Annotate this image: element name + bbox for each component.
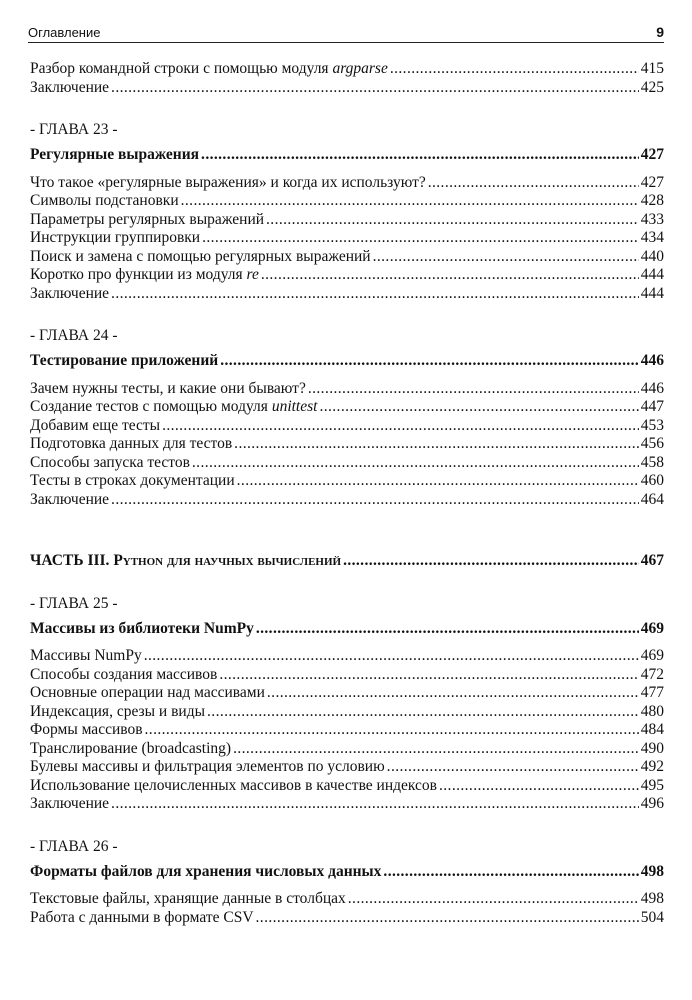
- toc-entry-page: 446: [640, 379, 664, 397]
- toc-entry-title-text: Регулярные выражения: [30, 146, 200, 163]
- dot-leader: [220, 352, 639, 371]
- toc-entry-page: 440: [640, 247, 664, 265]
- toc-entry-title: [30, 909, 255, 928]
- toc-entry-title-text: Инструкции группировки: [30, 229, 201, 246]
- dot-leader: [308, 380, 639, 399]
- toc-entry-title-text: Тесты в строках документации: [30, 472, 235, 489]
- toc-entry: [30, 666, 664, 685]
- toc-entry-page: 504: [640, 908, 664, 926]
- dot-leader: [145, 721, 639, 740]
- toc-entry-title: [30, 666, 218, 685]
- toc-entry-page: 447: [640, 398, 664, 415]
- chapter-label: - ГЛАВА 23 -: [30, 121, 118, 138]
- toc-entry: [30, 266, 664, 285]
- toc-entry-title-text: Способы запуска тестов: [30, 453, 190, 471]
- toc-entry-title: [30, 721, 144, 740]
- toc-entry-title-text: Индексация, срезы и виды: [30, 702, 206, 720]
- toc-entry-title-text: Текстовые файлы, хранящие данные в столбцах: [30, 890, 346, 907]
- dot-leader: [373, 248, 639, 267]
- toc-entry-title: [30, 890, 347, 909]
- toc-entry: [30, 248, 664, 267]
- toc-entry-page: 477: [640, 684, 664, 701]
- dot-leader: [261, 266, 639, 285]
- toc-entry-title-text: Символы подстановки: [30, 192, 179, 209]
- toc-entry: [30, 777, 664, 796]
- toc-entry-page: 446: [640, 352, 664, 369]
- toc-entry-title-italic: unittest: [271, 398, 318, 415]
- toc-entry-title: [30, 758, 386, 777]
- toc-entry-page: 433: [640, 210, 664, 228]
- toc-entry-page: 498: [640, 862, 664, 880]
- toc-entry: [30, 472, 664, 491]
- toc-entry-page: 460: [640, 472, 664, 489]
- toc-entry-title-text: Разбор командной строки с помощью модуля: [30, 60, 333, 77]
- toc-entry-page: 427: [640, 146, 664, 163]
- dot-leader: [111, 285, 639, 304]
- toc-entry-title: [30, 647, 143, 666]
- toc-entry-title-text: Основные операции над массивами: [30, 684, 265, 701]
- chapter-label: - ГЛАВА 25 -: [30, 594, 118, 612]
- toc-entry-page: 444: [640, 284, 664, 302]
- toc-entry-title: [30, 620, 255, 639]
- toc-entry: [30, 79, 664, 98]
- dot-leader: [162, 417, 639, 436]
- toc-entry-title: [30, 472, 236, 491]
- toc-entry-title-text: Заключение: [30, 490, 110, 508]
- dot-leader: [383, 863, 638, 882]
- toc-entry: [30, 703, 664, 722]
- dot-leader: [111, 795, 639, 814]
- toc-entry-title-text: Что такое «регулярные выражения» и когда их используют?: [30, 173, 426, 191]
- toc-entry: [30, 435, 664, 454]
- toc-entry-title-text: Добавим еще тесты: [30, 416, 161, 434]
- toc-entry-title: [30, 435, 233, 454]
- dot-leader: [234, 435, 639, 454]
- toc-entry: [30, 491, 664, 510]
- dot-leader: [207, 703, 639, 722]
- dot-leader: [387, 758, 639, 777]
- table-of-contents: [30, 60, 664, 927]
- toc-entry-page: 469: [640, 619, 664, 637]
- toc-entry-page: 456: [640, 435, 664, 452]
- running-header: [28, 22, 664, 42]
- toc-entry-page: 464: [640, 490, 664, 508]
- dot-leader: [256, 909, 639, 928]
- toc-entry: [30, 795, 664, 814]
- chapter-title: [30, 620, 664, 639]
- dot-leader: [267, 684, 639, 703]
- toc-entry: [30, 211, 664, 230]
- toc-entry-title-text: Форматы файлов для хранения числовых данных: [30, 862, 382, 880]
- toc-entry-title: [30, 174, 427, 193]
- toc-entry-title-text: Способы создания массивов: [30, 665, 218, 683]
- toc-entry-title: [30, 285, 110, 304]
- toc-entry-title: [30, 248, 372, 267]
- header-rule: [28, 42, 664, 43]
- toc-entry-title: [30, 266, 260, 285]
- toc-entry-page: 484: [640, 721, 664, 738]
- dot-leader: [219, 666, 638, 685]
- toc-entry-page: 453: [640, 416, 664, 434]
- running-header-page-number: 9: [656, 24, 664, 40]
- dot-leader: [256, 620, 639, 639]
- toc-entry-title: [30, 703, 206, 722]
- toc-entry-title-text: Заключение: [30, 284, 110, 302]
- toc-entry-page: 415: [640, 60, 664, 77]
- toc-entry-title: [30, 740, 232, 759]
- toc-entry-title: [30, 863, 382, 882]
- toc-entry-title-text: Параметры регулярных выражений: [30, 210, 265, 228]
- toc-entry: [30, 758, 664, 777]
- toc-entry-title: [30, 192, 180, 211]
- toc-entry-title-text: Создание тестов с помощью модуля: [30, 398, 272, 415]
- toc-entry-title-text: Булевы массивы и фильтрация элементов по условию: [30, 758, 385, 775]
- toc-entry-title-text: Заключение: [30, 795, 110, 812]
- toc-entry-title-text: Подготовка данных для тестов: [30, 435, 233, 452]
- dot-leader: [319, 398, 638, 417]
- running-header-title: Оглавление: [28, 24, 101, 40]
- dot-leader: [181, 192, 639, 211]
- toc-entry-page: 427: [640, 173, 664, 191]
- toc-entry-title: [30, 60, 389, 79]
- toc-entry: [30, 740, 664, 759]
- dot-leader: [144, 647, 639, 666]
- chapter-title: [30, 863, 664, 882]
- part-prefix: ЧАСТЬ III.: [30, 552, 114, 569]
- toc-entry-title-text: Тестирование приложений: [30, 352, 219, 369]
- toc-entry-title: [30, 79, 110, 98]
- toc-entry-title-text: Транслирование (broadcasting): [30, 739, 232, 757]
- toc-entry-title-italic: re: [246, 266, 259, 283]
- toc-entry-page: 444: [640, 266, 664, 283]
- toc-entry: [30, 285, 664, 304]
- toc-entry: [30, 60, 664, 79]
- chapter-title: [30, 146, 664, 165]
- toc-entry-page: 490: [640, 739, 664, 757]
- dot-leader: [266, 211, 639, 230]
- toc-entry-page: 428: [640, 192, 664, 209]
- toc-entry-title: [30, 380, 307, 399]
- toc-entry-title: [30, 684, 266, 703]
- dot-leader: [111, 491, 639, 510]
- toc-entry-title-text: Использование целочисленных массивов в качестве индексов: [30, 776, 437, 794]
- dot-leader: [439, 777, 639, 796]
- dot-leader: [111, 79, 639, 98]
- toc-entry-title: [30, 352, 219, 371]
- chapter-label: - ГЛАВА 24 -: [30, 327, 118, 344]
- toc-entry: [30, 454, 664, 473]
- toc-entry-title-text: Коротко про функции из модуля: [30, 266, 247, 283]
- toc-entry: [30, 417, 664, 436]
- toc-entry-page: 458: [640, 453, 664, 471]
- toc-entry-title-text: Массивы из библиотеки NumPy: [30, 619, 254, 637]
- toc-entry-title: [30, 211, 265, 230]
- toc-entry-title: [30, 417, 161, 436]
- dot-leader: [428, 174, 639, 193]
- toc-entry-title-text: Заключение: [30, 78, 110, 96]
- toc-entry-page: 434: [640, 229, 664, 246]
- part-title: [30, 552, 664, 571]
- toc-entry: [30, 229, 664, 248]
- toc-entry-title: [30, 398, 318, 417]
- toc-entry-page: 496: [640, 795, 664, 812]
- dot-leader: [348, 890, 639, 909]
- toc-entry-title-text: Массивы NumPy: [30, 647, 142, 664]
- toc-entry-title: [30, 552, 342, 571]
- chapter-label: - ГЛАВА 26 -: [30, 837, 118, 855]
- toc-entry-title-italic: argparse: [332, 60, 388, 77]
- toc-entry: [30, 684, 664, 703]
- toc-entry: [30, 647, 664, 666]
- dot-leader: [237, 472, 639, 491]
- toc-entry-title: [30, 491, 110, 510]
- dot-leader: [233, 740, 639, 759]
- dot-leader: [343, 552, 639, 571]
- toc-entry: [30, 380, 664, 399]
- toc-entry-page: 492: [640, 758, 664, 775]
- dot-leader: [192, 454, 639, 473]
- toc-entry-title-text: Работа с данными в формате CSV: [30, 908, 254, 926]
- dot-leader: [390, 60, 639, 79]
- toc-entry-title-text: Формы массивов: [30, 721, 143, 738]
- toc-entry: [30, 890, 664, 909]
- toc-entry-page: 480: [640, 702, 664, 720]
- toc-entry-title: [30, 795, 110, 814]
- toc-entry-page: 425: [640, 78, 664, 96]
- toc-entry-title-text: Зачем нужны тесты, и какие они бывают?: [30, 379, 306, 397]
- toc-entry-title: [30, 229, 201, 248]
- toc-entry-page: 469: [640, 647, 664, 664]
- toc-entry-title: [30, 146, 200, 165]
- toc-entry: [30, 721, 664, 740]
- toc-entry-title-text: Python для научных вычислений: [113, 552, 342, 569]
- dot-leader: [202, 229, 639, 248]
- toc-entry-title: [30, 454, 191, 473]
- toc-entry-page: 467: [640, 552, 664, 569]
- toc-entry-title: [30, 777, 438, 796]
- dot-leader: [201, 146, 639, 165]
- toc-entry: [30, 174, 664, 193]
- toc-entry: [30, 192, 664, 211]
- chapter-title: [30, 352, 664, 371]
- toc-entry-page: 495: [640, 776, 664, 794]
- toc-entry: [30, 909, 664, 928]
- toc-entry-page: 472: [640, 665, 664, 683]
- toc-entry-page: 498: [640, 890, 664, 907]
- toc-entry: [30, 398, 664, 417]
- toc-entry-title-text: Поиск и замена с помощью регулярных выражений: [30, 247, 371, 265]
